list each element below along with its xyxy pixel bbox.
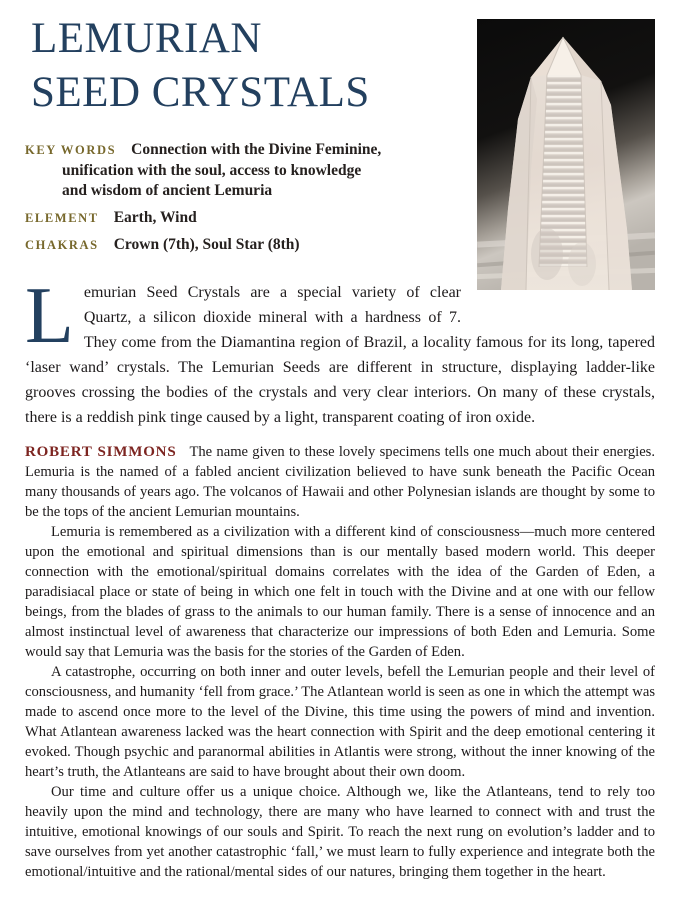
key-words-label: KEY WORDS	[25, 143, 117, 157]
commentary-paragraph-1	[25, 442, 655, 522]
intro-text: emurian Seed Crystals are a special variety of clear Quartz, a silicon dioxide mineral with a hardness of 7. They come from the Diamantina region of Brazil, a locality famous for its long, tapered ‘laser wand’ crystals. The Lemurian Seeds are different in structure, displaying ladder-like grooves crossing the bodies of the crystals and very clear interiors. On many of these crystals, there is a reddish pink tinge caused by a light, transparent coating of iron oxide.	[25, 283, 655, 426]
key-words-value-line2: unification with the soul, access to knowledge	[62, 161, 362, 179]
commentary-paragraph-4-text: Our time and culture offer us a unique choice. Although we, like the Atlanteans, tend to rely too heavily upon the mind and technology, there are many who have learned to connect with and trust the intuitive, emotional knowings of our souls and Spirit. To reach the next rung on evolution’s ladder and to save ourselves from yet another catastrophic ‘fall,’ we must learn to fully experience and integrate both the emotional/intuitive and the rational/mental	[25, 783, 655, 880]
commentary-paragraph-1-text: The name given to these lovely specimens tells one much about their energies. Lemuria is the named of a fabled ancient civilization believed to have sunk beneath the Pacific Ocean many thousands of years ago. The volcanos of Hawaii and other Polynesian islands are thought by some to be the tops of the ancient Lemurian mountains.	[25, 443, 655, 520]
key-words-value-line3: and wisdom of ancient Lemuria	[62, 182, 273, 199]
commentary-paragraph-4	[25, 782, 655, 882]
drop-cap: L	[25, 271, 74, 360]
commentary-paragraph-3: A catastrophe, occurring on both inner and outer levels, befell the Lemurian people and their level of consciousness, and humanity ‘fell from grace.’ The Atlantean world is seen as one in which the attempt was made to ascend once more to the level of the Divine, this time using the powers of mind and invention. What Atlantean awareness lacked was the heart connection with Spirit and the deep emotional centering it evoked. Though psychic and paranormal abilities in Atlantis were strong, without the inner knowing of the heart’s truth, the Atlanteans are said to have brought about their own doom.	[25, 663, 655, 780]
page-title-line1: LEMURIAN	[31, 15, 262, 62]
commentary-paragraph-2: Lemuria is remembered as a civilization with a different kind of consciousness—much more centered upon the emotional and spiritual dimensions than is our mentally based modern world. This deeper connection with the emotional/spiritual domains correlates with the idea of the Garden of Eden, a paradisiacal place or state of being in which one felt in touch with the Divine and at one with our fellow beings, from the blades of grass to the animals to our human family. There is a sense of innocence and an almost instinctual level of awareness that characterize our impressions of both Eden and Lemuria. Some would say that Lemuria was the basis for the stories of the Garden of Eden.	[25, 523, 655, 660]
chakras-label: CHAKRAS	[25, 237, 99, 252]
key-words-value-line1: Connection with the Divine Feminine,	[131, 141, 382, 158]
crystal-photo-image	[477, 19, 655, 290]
element-label: ELEMENT	[25, 210, 99, 225]
element-value: Earth, Wind	[113, 208, 197, 226]
chakras-value: Crown (7th), Soul Star (8th)	[113, 235, 300, 253]
author-label: ROBERT SIMMONS	[25, 443, 177, 460]
book-page	[0, 12, 679, 882]
commentary-section	[25, 442, 655, 882]
crystal-photo	[477, 19, 655, 290]
page-title-line2: SEED CRYSTALS	[31, 69, 370, 116]
commentary-clipped-line: sides of our natures, bringing them together in the heart.	[277, 863, 606, 880]
intro-paragraph	[25, 271, 655, 430]
